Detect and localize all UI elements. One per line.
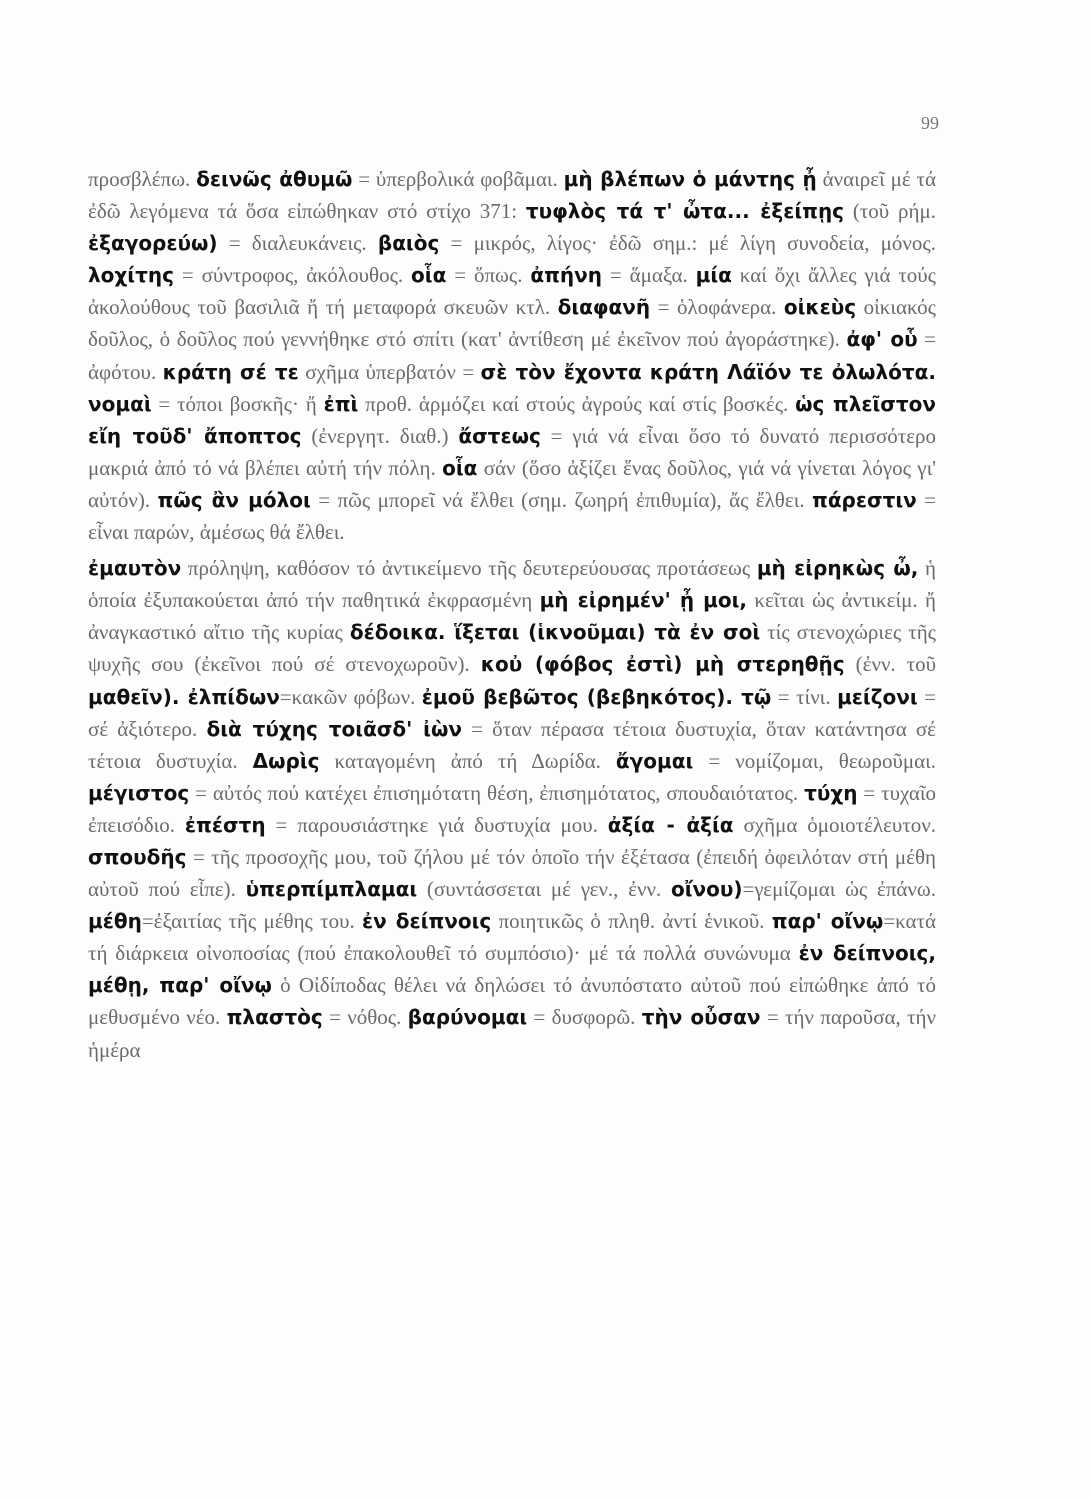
lemma-term: πλαστὸς [226,1005,323,1030]
gloss-text: κεῖται ὡς ἀντικείμ. ἤ ἀναγκαστικό αἴτιο τῆς κυρίας [88,588,936,645]
gloss-text: προθ. ἁρμόζει καί στούς ἀγρούς καί στίς βοσκές. [358,391,796,416]
lemma-term: ἐμαυτὸν [88,556,182,581]
lemma-term: ἐπὶ [323,391,359,416]
gloss-text: = σέ ἀξιότερο. [88,684,937,741]
gloss-text: πρόληψη, καθόσον τό ἀντικείμενο τῆς δευτερεύουσας προτάσεως [181,556,757,581]
lemma-term: ἄγομαι [615,748,694,773]
page-number: 99 [921,113,939,133]
lemma-term: βαιὸς [377,231,440,256]
paragraph-2 [88,552,936,1066]
gloss-text: = σύντροφος, ἀκόλουθος. [173,263,412,288]
gloss-text: =ἐξαιτίας τῆς μέθης του. [141,909,363,934]
lemma-term: οἰκεὺς [783,295,857,320]
lemma-term: λοχίτης [88,263,174,288]
gloss-text: = γιά νά εἶναι ὅσο τό δυνατό περισσότερο μακριά ἀπό τό νά βλέπει αὐτή τήν πόλη. [88,423,937,480]
gloss-text: =γεμίζομαι ὡς ἐπάνω. [742,877,936,902]
lemma-term: μὴ εἰρηκὼς ὦ, [756,556,919,581]
gloss-text: ἀναιρεῖ μέ τά ἐδῶ λεγόμενα τά ὅσα εἰπώθηκαν στό στίχο 371: [88,167,936,224]
gloss-text: οἰκιακός δοῦλος, ὁ δοῦλος πού γεννήθηκε στό σπίτι (κατ' ἀντίθεση μέ ἐκεῖνον πού ἀγοράστηκε). [88,295,936,352]
gloss-text: ποιητικῶς ὁ πληθ. ἀντί ἑνικοῦ. [491,909,772,934]
gloss-text: σχῆμα ὑπερβατόν = [298,359,481,384]
gloss-text: = αὐτός πού κατέχει ἐπισημότατη θέση, ἐπισημότατος, σπουδαιότατος. [189,780,805,805]
lemma-term: βαρύνομαι [407,1005,528,1030]
lemma-term: ἀπήνη [530,263,603,288]
gloss-text: = εἶναι παρών, ἀμέσως θά ἔλθει. [88,487,937,545]
gloss-text: = παρουσιάστηκε γιά δυστυχία μου. [265,812,608,837]
gloss-text: = δυσφορῶ. [527,1005,642,1030]
lemma-term: Δωρὶς [252,748,320,773]
gloss-text: = τίνι. [771,684,838,709]
lemma-term: οἴνου) [671,877,743,902]
lemma-term: τὴν οὖσαν [641,1005,761,1030]
lemma-term: ἄστεως [458,423,541,448]
lemma-term: πῶς ἂν μόλοι [157,487,311,512]
gloss-text: (ἐνν. τοῦ [844,652,937,677]
lemma-term: παρ' οἴνῳ [771,909,884,934]
gloss-text: = διαλευκάνεις. [217,231,378,256]
lemma-term: κοὐ (φόβος ἐστὶ) μὴ στερηθῇς [480,652,845,677]
lemma-term: πάρεστιν [812,487,917,512]
lemma-term: οἷα [442,455,478,480]
lemma-term: κράτη σέ τε [162,359,299,384]
gloss-text: = ἀφότου. [88,327,937,384]
lemma-term: ἀφ' οὗ [846,327,918,352]
lemma-term: ὡς πλεῖστον εἴη τοῦδ' ἄποπτος [88,391,936,448]
gloss-text: τίς στενοχώριες τῆς ψυχῆς σου (ἐκεῖνοι πού σέ στενοχωροῦν). [88,620,936,677]
lemma-term: μείζονι [837,684,918,709]
lemma-term: σπουδῆς [88,844,187,869]
lemma-term: ὑπερπίμπλαμαι [245,877,418,902]
gloss-text: = πῶς μπορεῖ νά ἔλθει (σημ. ζωηρή ἐπιθυμία), ἄς ἔλθει. [310,487,812,512]
lemma-term: ἐμοῦ βεβῶτος (βεβηκότος). τῷ [421,684,772,709]
gloss-text: σάν (ὅσο ἀξίζει ἕνας δοῦλος, γιά νά γίνεται λόγος γι' αὐτόν). [88,455,936,512]
lemma-term: μία [695,263,732,288]
lemma-term: δεινῶς ἀθυμῶ [196,167,353,191]
gloss-text: ἡ ὁποία ἐξυπακούεται ἀπό τήν παθητικά ἐκφρασμένη [88,556,936,613]
lemma-term: σὲ τὸν ἔχοντα κράτη Λάϊόν τε ὀλωλότα. νομαὶ [88,359,936,416]
lemma-term: τύχη [804,780,858,805]
paragraph-1 [88,163,936,548]
gloss-text: =κακῶν φόβων. [279,684,422,709]
gloss-text: = ὅταν πέρασα τέτοια δυστυχία, ὅταν κατάντησα σέ τέτοια δυστυχία. [88,716,937,773]
gloss-text: καταγομένη ἀπό τή Δωρίδα. [319,748,616,773]
gloss-text: (ἐνεργητ. διαθ.) [301,423,459,448]
lemma-term: διὰ τύχης τοιᾶσδ' ἰὼν [206,716,462,741]
lemma-term: οἷα [411,263,447,288]
lemma-term: ἐν δείπνοις [362,909,492,934]
gloss-text: = τόποι βοσκῆς· ἤ [151,391,324,416]
lemma-term: δέδοικα. ἵξεται (ἱκνοῦμαι) τὰ ἐν σοὶ [349,620,761,645]
lemma-term: μέγιστος [88,780,190,805]
gloss-text: = τήν παροῦσα, τήν ἡμέρα [88,1005,936,1062]
commentary-text [88,163,936,1066]
lemma-term: μέθη [88,909,142,934]
gloss-text: σχῆμα ὁμοιοτέλευτον. [733,812,937,837]
gloss-text: = ὑπερβολικά φοβᾶμαι. [352,167,564,191]
gloss-text: = μικρός, λίγος· ἐδῶ σημ.: μέ λίγη συνοδεία, μόνος. [439,231,936,256]
lemma-term: ἀξία - ἀξία [607,812,734,837]
lemma-term: μὴ βλέπων ὁ μάντης ᾖ [563,167,817,191]
gloss-text: (τοῦ ρήμ. [844,199,936,224]
gloss-text: καί ὄχι ἄλλες γιά τούς ἀκολούθους τοῦ βασιλιᾶ ἤ τή μεταφορά σκευῶν κτλ. [88,263,936,320]
lemma-term: μαθεῖν). ἐλπίδων [88,684,280,709]
gloss-text: = νομίζομαι, θεωροῦμαι. [693,748,936,773]
lemma-term: μὴ εἰρημέν' ᾖ μοι, [539,588,748,613]
gloss-text: προσβλέπω. [88,167,197,191]
lemma-term: ἐν δείπνοις, μέθῃ, παρ' οἴνῳ [88,941,936,998]
gloss-text: =κατά τή διάρκεια οἰνοποσίας (πού ἐπακολουθεῖ τό συμπόσιο)· μέ τά πολλά συνώνυμα [88,909,936,966]
lemma-term: διαφανῆ [557,295,651,320]
lemma-term: ἐπέστη [184,812,266,837]
gloss-text: = τῆς προσοχῆς μου, τοῦ ζήλου μέ τόν ὁποῖο τήν ἐξέτασα (ἐπειδή ὀφειλόταν στή μέθη αὐτοῦ πού εἶπε). [88,844,936,902]
gloss-text: = ἅμαξα. [602,263,696,288]
gloss-text: = τυχαῖο ἐπεισόδιο. [88,780,936,837]
gloss-text: = νόθος. [322,1005,408,1030]
gloss-text: = ὁλοφάνερα. [650,295,784,320]
gloss-text: = ὅπως. [446,263,531,288]
lemma-term: ἐξαγορεύω) [88,231,218,256]
gloss-text: ὁ Οἰδίποδας θέλει νά δηλώσει τό ἀνυπόστατο αὐτοῦ πού εἰπώθηκε ἀπό τό μεθυσμένο νέο. [88,973,937,1030]
gloss-text: (συντάσσεται μέ γεν., ἐνν. [417,877,671,902]
lemma-term: τυφλὸς τά τ' ὦτα... ἐξείπῃς [525,199,845,224]
